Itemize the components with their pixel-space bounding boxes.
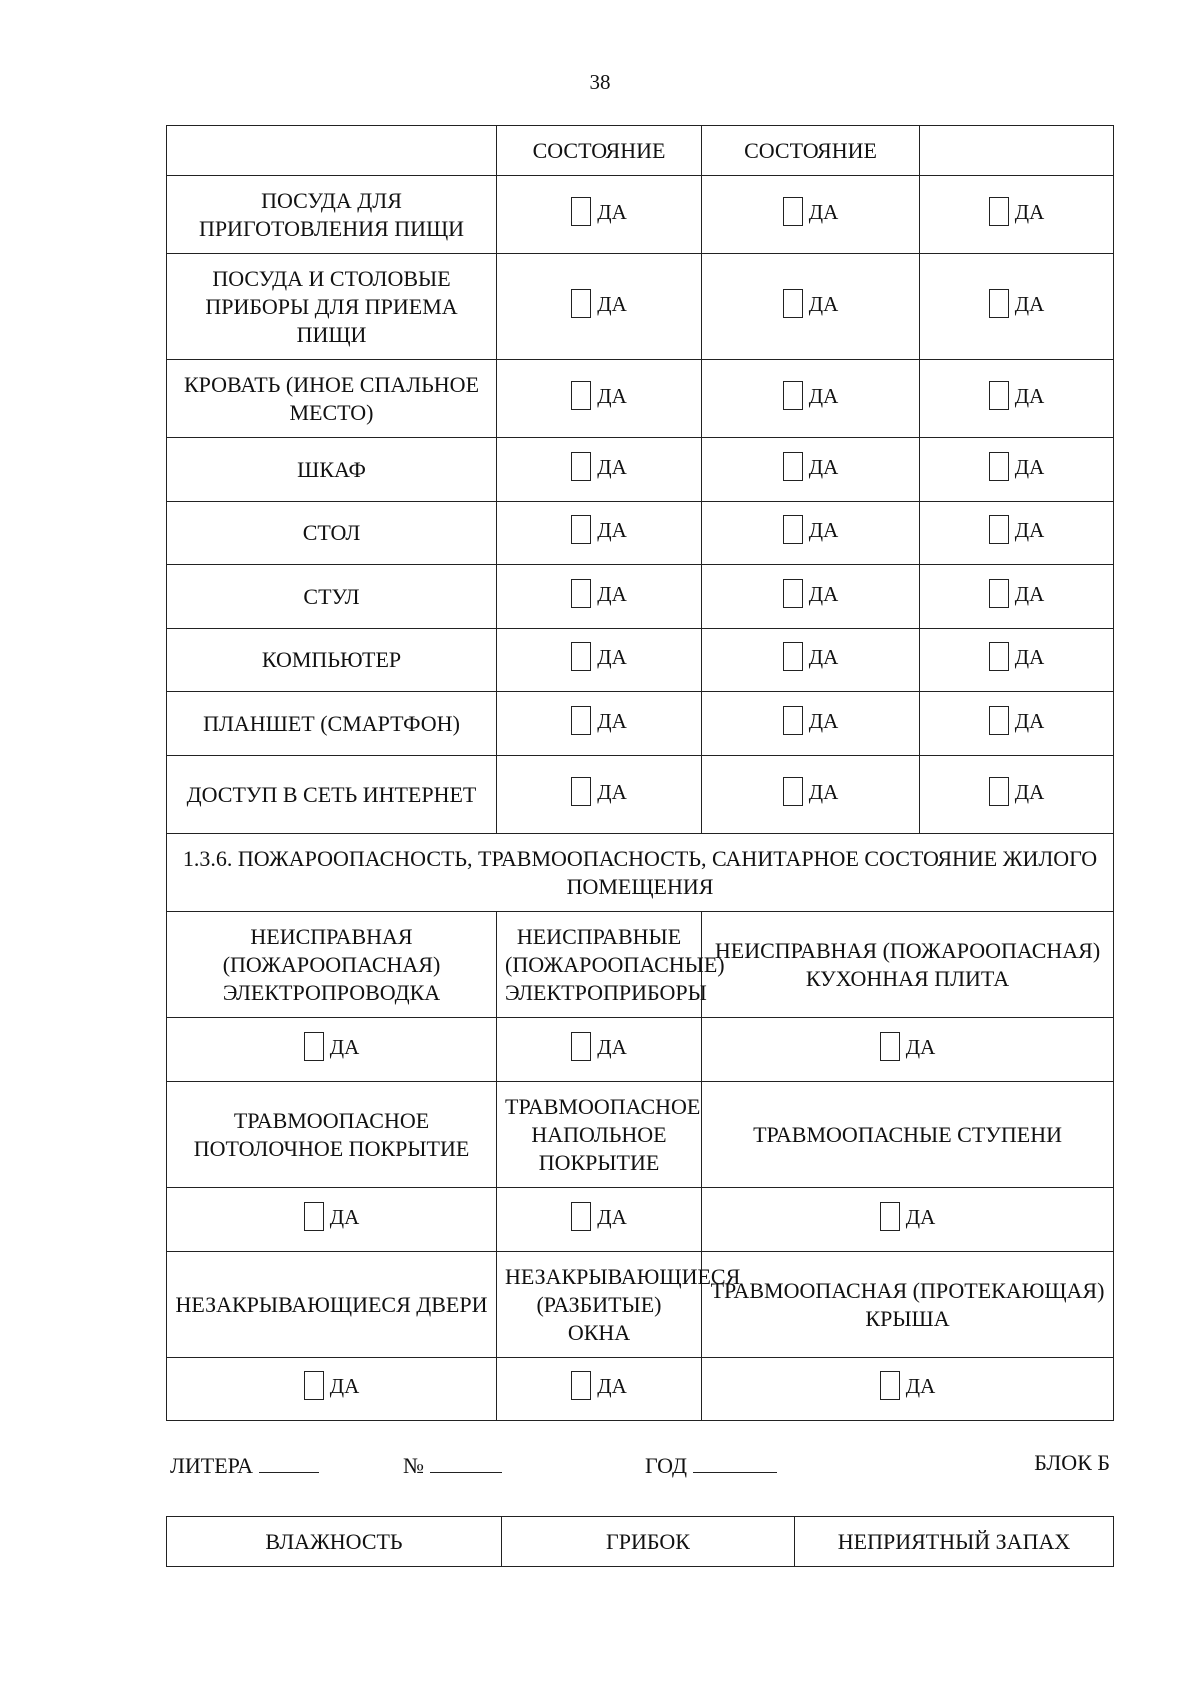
checkbox-da[interactable]: [783, 289, 839, 318]
checkbox-label: ДА: [808, 199, 839, 224]
hazard-label-row: [167, 1252, 1114, 1358]
equipment-check-cell: [702, 565, 920, 629]
header-unpleasant-smell: НЕПРИЯТНЫЙ ЗАПАХ: [795, 1517, 1114, 1567]
checkbox-label: ДА: [329, 1204, 360, 1229]
equipment-check-cell: [702, 502, 920, 565]
checkbox-da[interactable]: [880, 1032, 936, 1061]
checkbox-da[interactable]: [571, 1202, 627, 1231]
checkbox-square-icon[interactable]: [783, 289, 803, 318]
checkbox-da[interactable]: [783, 777, 839, 806]
checkbox-square-icon[interactable]: [571, 289, 591, 318]
checkbox-square-icon[interactable]: [571, 1032, 591, 1061]
checkbox-label: ДА: [905, 1034, 936, 1059]
checkbox-label: ДА: [1014, 581, 1045, 606]
equipment-item-name: СТУЛ: [167, 565, 497, 629]
checkbox-da[interactable]: [571, 515, 627, 544]
equipment-check-cell: [920, 565, 1114, 629]
checkbox-label: ДА: [329, 1034, 360, 1059]
checkbox-label: ДА: [808, 518, 839, 542]
checkbox-label: ДА: [808, 383, 839, 408]
checkbox-square-icon[interactable]: [571, 706, 591, 735]
block-identification-line: [170, 1450, 1110, 1486]
hazard-check-cell: [702, 1018, 1114, 1082]
checkbox-square-icon[interactable]: [783, 642, 803, 671]
hazard-label: НЕЗАКРЫВАЮЩИЕСЯ ДВЕРИ: [167, 1252, 497, 1358]
checkbox-label: ДА: [597, 779, 627, 804]
checkbox-da[interactable]: [571, 289, 627, 318]
equipment-check-cell: [497, 629, 702, 692]
equipment-check-cell: [920, 502, 1114, 565]
checkbox-square-icon[interactable]: [989, 579, 1009, 608]
header-fungus: ГРИБОК: [502, 1517, 795, 1567]
checkbox-square-icon[interactable]: [880, 1202, 900, 1231]
equipment-check-cell: [497, 360, 702, 438]
year-label: ГОД: [645, 1453, 687, 1478]
checkbox-square-icon[interactable]: [783, 515, 803, 544]
checkbox-da[interactable]: [304, 1371, 360, 1400]
checkbox-da[interactable]: [304, 1032, 360, 1061]
checkbox-square-icon[interactable]: [571, 777, 591, 806]
equipment-check-cell: [920, 254, 1114, 360]
checkbox-square-icon[interactable]: [989, 515, 1009, 544]
checkbox-label: ДА: [597, 645, 627, 669]
checkbox-square-icon[interactable]: [783, 579, 803, 608]
checkbox-da[interactable]: [571, 452, 627, 481]
header-cell-empty-2: [920, 126, 1114, 176]
checkbox-label: ДА: [808, 291, 839, 316]
litera-blank[interactable]: [259, 1450, 319, 1473]
checkbox-label: ДА: [1014, 291, 1045, 316]
checkbox-label: ДА: [1014, 383, 1045, 408]
equipment-check-cell: [920, 756, 1114, 834]
checkbox-label: ДА: [597, 1034, 627, 1059]
checkbox-label: ДА: [808, 779, 839, 804]
equipment-check-cell: [920, 176, 1114, 254]
equipment-item-name: КОМПЬЮТЕР: [167, 629, 497, 692]
checkbox-da[interactable]: [304, 1202, 360, 1231]
hazard-check-cell: [167, 1018, 497, 1082]
equipment-row: [167, 692, 1114, 756]
checkbox-da[interactable]: [989, 452, 1045, 481]
equipment-check-cell: [702, 438, 920, 502]
checkbox-da[interactable]: [571, 777, 627, 806]
hazard-check-cell: [497, 1188, 702, 1252]
checkbox-label: ДА: [597, 383, 627, 408]
checkbox-label: ДА: [1014, 199, 1045, 224]
checkbox-da[interactable]: [989, 197, 1045, 226]
checkbox-square-icon[interactable]: [783, 197, 803, 226]
checkbox-label: ДА: [329, 1374, 360, 1398]
section-title: 1.3.6. ПОЖАРООПАСНОСТЬ, ТРАВМООПАСНОСТЬ, САНИТАРНОЕ СОСТОЯНИЕ ЖИЛОГО ПОМЕЩЕНИЯ: [167, 834, 1114, 912]
hazard-check-cell: [702, 1188, 1114, 1252]
equipment-row: [167, 565, 1114, 629]
checkbox-square-icon[interactable]: [989, 452, 1009, 481]
hazard-label: ТРАВМООПАСНОЕ ПОТОЛОЧНОЕ ПОКРЫТИЕ: [167, 1082, 497, 1188]
equipment-item-name: ПЛАНШЕТ (СМАРТФОН): [167, 692, 497, 756]
checkbox-label: ДА: [597, 1204, 627, 1229]
checkbox-da[interactable]: [571, 1032, 627, 1061]
checkbox-square-icon[interactable]: [571, 1202, 591, 1231]
checkbox-da[interactable]: [783, 579, 839, 608]
hazard-check-cell: [702, 1358, 1114, 1421]
checkbox-square-icon[interactable]: [571, 579, 591, 608]
checkbox-square-icon[interactable]: [783, 777, 803, 806]
checkbox-label: ДА: [597, 199, 627, 224]
section-title-row: [167, 834, 1114, 912]
checkbox-label: ДА: [1014, 454, 1045, 479]
equipment-check-cell: [497, 565, 702, 629]
checkbox-square-icon[interactable]: [989, 197, 1009, 226]
checkbox-da[interactable]: [989, 381, 1045, 410]
checkbox-da[interactable]: [571, 706, 627, 735]
equipment-check-cell: [920, 438, 1114, 502]
checkbox-label: ДА: [597, 1374, 627, 1398]
checkbox-da[interactable]: [989, 579, 1045, 608]
header-cell-state-2: СОСТОЯНИЕ: [702, 126, 920, 176]
equipment-row: [167, 254, 1114, 360]
checkbox-label: ДА: [597, 581, 627, 606]
checkbox-square-icon[interactable]: [571, 1371, 591, 1400]
checkbox-da[interactable]: [880, 1202, 936, 1231]
hazard-label: ТРАВМООПАСНОЕ НАПОЛЬНОЕ ПОКРЫТИЕ: [497, 1082, 702, 1188]
equipment-check-cell: [702, 692, 920, 756]
litera-label: ЛИТЕРА: [170, 1453, 253, 1478]
checkbox-label: ДА: [808, 581, 839, 606]
hazard-label: ТРАВМООПАСНЫЕ СТУПЕНИ: [702, 1082, 1114, 1188]
checkbox-square-icon[interactable]: [880, 1032, 900, 1061]
equipment-item-name: ШКАФ: [167, 438, 497, 502]
equipment-check-cell: [497, 692, 702, 756]
equipment-row: [167, 438, 1114, 502]
hazard-label: НЕИСПРАВНАЯ (ПОЖАРООПАСНАЯ) ЭЛЕКТРОПРОВОДКА: [167, 912, 497, 1018]
number-field: [403, 1450, 502, 1479]
equipment-check-cell: [497, 502, 702, 565]
checkbox-square-icon[interactable]: [989, 289, 1009, 318]
hazard-label-row: [167, 1082, 1114, 1188]
equipment-check-cell: [497, 176, 702, 254]
checkbox-label: ДА: [597, 518, 627, 542]
checkbox-square-icon[interactable]: [989, 706, 1009, 735]
equipment-check-cell: [702, 254, 920, 360]
year-field: [645, 1450, 777, 1479]
equipment-row: [167, 629, 1114, 692]
checkbox-da[interactable]: [783, 515, 839, 544]
number-blank[interactable]: [430, 1450, 502, 1473]
block-label: БЛОК Б: [1034, 1450, 1110, 1475]
checkbox-square-icon[interactable]: [880, 1371, 900, 1400]
checkbox-da[interactable]: [880, 1371, 936, 1400]
checkbox-square-icon[interactable]: [783, 381, 803, 410]
hazard-check-cell: [497, 1358, 702, 1421]
checkbox-label: ДА: [905, 1204, 936, 1229]
hazard-check-row: [167, 1018, 1114, 1082]
checkbox-da[interactable]: [571, 197, 627, 226]
equipment-header-row: [167, 126, 1114, 176]
equipment-row: [167, 756, 1114, 834]
equipment-check-cell: [702, 629, 920, 692]
checkbox-label: ДА: [597, 708, 627, 733]
hazard-check-cell: [167, 1358, 497, 1421]
checkbox-label: ДА: [808, 645, 839, 669]
checkbox-square-icon[interactable]: [989, 777, 1009, 806]
equipment-check-cell: [702, 176, 920, 254]
checkbox-da[interactable]: [571, 1371, 627, 1400]
checkbox-square-icon[interactable]: [783, 452, 803, 481]
checkbox-label: ДА: [1014, 779, 1045, 804]
checkbox-label: ДА: [597, 291, 627, 316]
checkbox-square-icon[interactable]: [571, 197, 591, 226]
checkbox-label: ДА: [597, 454, 627, 479]
equipment-row: [167, 360, 1114, 438]
checkbox-label: ДА: [808, 708, 839, 733]
checkbox-da[interactable]: [989, 515, 1045, 544]
page-number: 38: [589, 70, 611, 94]
number-label: №: [403, 1453, 424, 1478]
equipment-table: [166, 125, 1114, 1421]
checkbox-da[interactable]: [989, 777, 1045, 806]
checkbox-square-icon[interactable]: [571, 381, 591, 410]
equipment-item-name: ДОСТУП В СЕТЬ ИНТЕРНЕТ: [167, 756, 497, 834]
header-humidity: ВЛАЖНОСТЬ: [167, 1517, 502, 1567]
sanitary-table: [166, 1516, 1114, 1567]
checkbox-square-icon[interactable]: [304, 1202, 324, 1231]
checkbox-label: ДА: [808, 454, 839, 479]
hazard-label: НЕИСПРАВНАЯ (ПОЖАРООПАСНАЯ) КУХОННАЯ ПЛИТА: [702, 912, 1114, 1018]
checkbox-label: ДА: [1014, 518, 1045, 542]
litera-field: [170, 1450, 319, 1479]
checkbox-da[interactable]: [783, 642, 839, 671]
hazard-check-row: [167, 1358, 1114, 1421]
equipment-check-cell: [702, 756, 920, 834]
equipment-check-cell: [920, 629, 1114, 692]
equipment-row: [167, 502, 1114, 565]
checkbox-da[interactable]: [571, 579, 627, 608]
equipment-check-cell: [920, 692, 1114, 756]
checkbox-da[interactable]: [989, 642, 1045, 671]
equipment-check-cell: [497, 254, 702, 360]
equipment-item-name: ПОСУДА ДЛЯ ПРИГОТОВЛЕНИЯ ПИЩИ: [167, 176, 497, 254]
checkbox-da[interactable]: [783, 197, 839, 226]
sanitary-header-row: [167, 1517, 1114, 1567]
equipment-check-cell: [702, 360, 920, 438]
header-cell-state-1: СОСТОЯНИЕ: [497, 126, 702, 176]
equipment-check-cell: [497, 756, 702, 834]
hazard-check-cell: [497, 1018, 702, 1082]
hazard-check-row: [167, 1188, 1114, 1252]
checkbox-square-icon[interactable]: [571, 515, 591, 544]
checkbox-da[interactable]: [783, 452, 839, 481]
checkbox-square-icon[interactable]: [989, 642, 1009, 671]
equipment-item-name: СТОЛ: [167, 502, 497, 565]
checkbox-da[interactable]: [571, 381, 627, 410]
checkbox-label: ДА: [1014, 645, 1045, 669]
checkbox-label: ДА: [1014, 708, 1045, 733]
equipment-item-name: ПОСУДА И СТОЛОВЫЕ ПРИБОРЫ ДЛЯ ПРИЕМА ПИЩИ: [167, 254, 497, 360]
checkbox-da[interactable]: [783, 706, 839, 735]
year-blank[interactable]: [693, 1450, 777, 1473]
hazard-label: ТРАВМООПАСНАЯ (ПРОТЕКАЮЩАЯ) КРЫША: [702, 1252, 1114, 1358]
hazard-label: НЕИСПРАВНЫЕ (ПОЖАРООПАСНЫЕ) ЭЛЕКТРОПРИБОРЫ: [497, 912, 702, 1018]
hazard-label-row: [167, 912, 1114, 1018]
checkbox-square-icon[interactable]: [304, 1371, 324, 1400]
checkbox-square-icon[interactable]: [989, 381, 1009, 410]
checkbox-da[interactable]: [989, 706, 1045, 735]
checkbox-da[interactable]: [989, 289, 1045, 318]
header-cell-empty: [167, 126, 497, 176]
equipment-row: [167, 176, 1114, 254]
checkbox-label: ДА: [905, 1374, 936, 1398]
equipment-check-cell: [920, 360, 1114, 438]
checkbox-square-icon[interactable]: [783, 706, 803, 735]
equipment-item-name: КРОВАТЬ (ИНОЕ СПАЛЬНОЕ МЕСТО): [167, 360, 497, 438]
equipment-check-cell: [497, 438, 702, 502]
checkbox-square-icon[interactable]: [304, 1032, 324, 1061]
checkbox-square-icon[interactable]: [571, 642, 591, 671]
checkbox-da[interactable]: [783, 381, 839, 410]
checkbox-da[interactable]: [571, 642, 627, 671]
checkbox-square-icon[interactable]: [571, 452, 591, 481]
hazard-check-cell: [167, 1188, 497, 1252]
hazard-label: НЕЗАКРЫВАЮЩИЕСЯ (РАЗБИТЫЕ) ОКНА: [497, 1252, 702, 1358]
